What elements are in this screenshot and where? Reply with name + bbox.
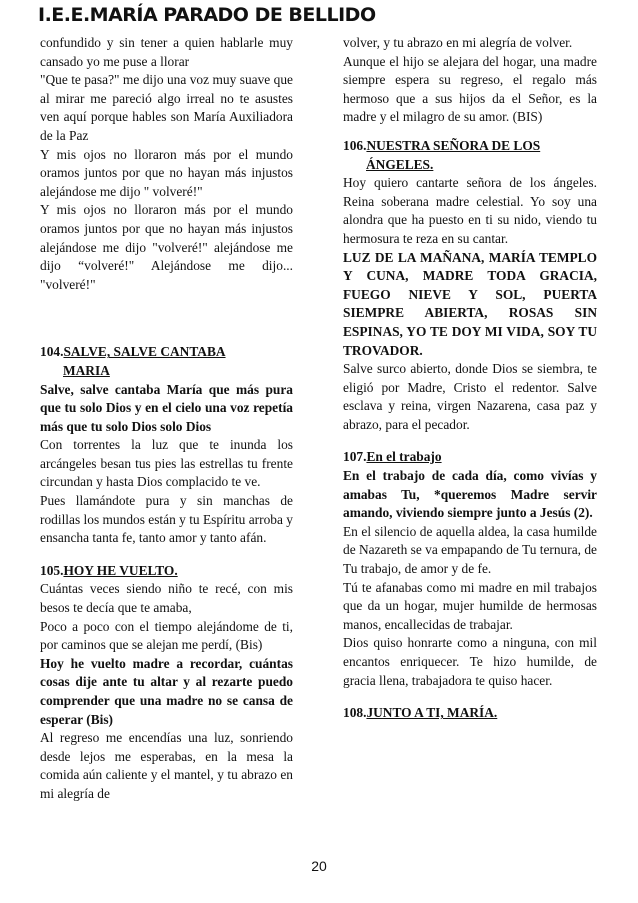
song-title-105 [40,562,293,581]
song-number: 107. [343,449,367,465]
song-number: 106. [343,137,367,153]
verse-text: volver, y tu abrazo en mi alegría de volver. [343,35,573,50]
right-column [343,34,597,723]
song-title-line: MARIA [63,362,110,378]
left-column [40,34,293,804]
song-title-line: NUESTRA SEÑORA DE LOS [366,137,541,153]
chorus-text: LUZ DE LA MAÑANA, MARÍA TEMPLO Y CUNA, MADRE TODA GRACIA, FUEGO NIEVE Y SOL, PUERTA SIEMPRE ABIERTA, ROSAS SIN ESPINAS, YO TE DOY MI VIDA, SOY TU TROVADOR. [343,249,597,358]
verse-text: En el silencio de aquella aldea, la casa humilde de Nazareth se va empapando de Tu ternura, de Tu trabajo, de amor y de fe. [343,523,597,577]
song-title-104 [40,343,293,380]
song-number: 105. [40,562,64,578]
chorus-text: Salve, salve cantaba María que más pura que tu solo Dios y en el cielo una voz repetía más que tu solo Dios solo Dios [40,381,293,434]
verse-text: Cuántas veces siendo niño te recé, con mis besos te decía que te amaba, [40,581,293,616]
song-title-line: JUNTO A TI, MARÍA. [366,705,498,721]
verse-text: Salve surco abierto, donde Dios se siembra, te eligió por Madre, Cristo el redentor. Salve esclava y reina, virgen Nazarena, casa paz y abrazo, para el pecador. [343,361,597,432]
song-title-line: HOY HE VUELTO. [63,562,178,578]
song-title-line: SALVE, SALVE CANTABA [63,344,226,360]
verse-text: Y mis ojos no lloraron más por el mundo oramos juntos por que no hayan más injustos alejándose me dijo "volveré!" alejándose me dijo “volveré!" Alejándose me dijo... "volveré!" [40,202,293,292]
song-title-108 [343,704,597,723]
document-header: I.E.E.MARÍA PARADO DE BELLIDO [38,4,376,26]
song-title-107 [343,448,597,467]
song-number: 108. [343,705,367,721]
verse-text: Con torrentes la luz que te inunda los arcángeles besan tus pies las estrellas tu frente circundan y hasta Dios complacido te ve. [40,437,293,490]
verse-text: Poco a poco con el tiempo alejándome de ti, por caminos que se alejan me perdí, (Bis) [40,618,293,653]
verse-text: confundido y sin tener a quien hablarle muy cansado yo me puse a llorar [40,35,293,69]
verse-text: Aunque el hijo se alejara del hogar, una madre siempre espera su regreso, el regalo más hermoso que a sus hijos da el Señor, es la madre y el milagro de su amor. (BIS) [343,53,597,125]
page-number: 20 [311,858,327,874]
song-number: 104. [40,344,64,360]
chorus-text: Hoy he vuelto madre a recordar, cuántas cosas dije ante tu altar y al rezarte puedo comprender que una madre no se cansa de esperar (Bis) [40,655,293,727]
verse-text: Hoy quiero cantarte señora de los ángeles. Reina soberana madre celestial. Yo soy una alondra que ha puesto en ti su nido, viendo tu hermosura te reza en su cantar. [343,175,597,246]
song-title-line: ÁNGELES. [366,156,434,172]
verse-text: Pues llamándote pura y sin manchas de rodillas los mundos están y tu Espíritu arroba y ensancha tanta fe, tanto amor y tanto afán. [40,493,293,546]
chorus-text: En el trabajo de cada día, como vivías y amabas Tu, *queremos Madre servir amando, viviendo siempre junto a Jesús (2). [343,468,597,521]
song-title-line: En el trabajo [366,449,442,465]
verse-text: "Que te pasa?" me dijo una voz muy suave que al mirar me pareció algo irreal no te asustes ven aquí porque hables son María Auxiliadora de la Paz [40,72,293,143]
song-title-106 [343,137,597,174]
verse-text: Tú te afanabas como mi madre en mil trabajos que da un hogar, mujer humilde de hermosas manos, encallecidas de trabajar. [343,579,597,632]
verse-text: Al regreso me encendías una luz, sonriendo desde lejos me esperabas, en la mesa la comida aún caliente y el mantel, y tu abrazo en mi alegría de [40,730,293,801]
verse-text: Y mis ojos no lloraron más por el mundo oramos juntos por que no hayan más injustos alejándose me dijo " volveré!" [40,146,293,199]
verse-text: Dios quiso honrarte como a ninguna, con mil encantos enriquecer. Te hizo humilde, de gracia llena, trabajadora te quiso hacer. [343,635,597,688]
